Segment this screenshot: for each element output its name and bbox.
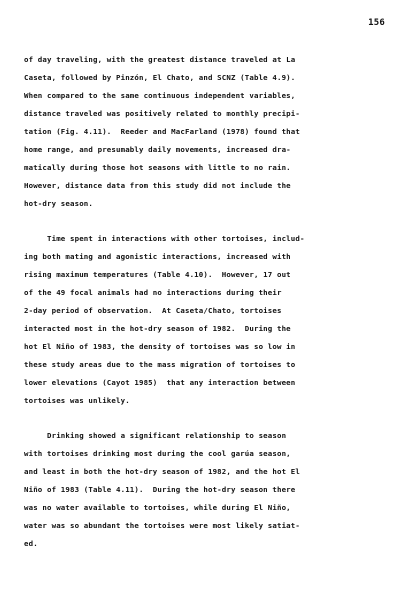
text-line: However, distance data from this study did not include the bbox=[24, 181, 291, 190]
text-line: Niño of 1983 (Table 4.11). During the hot-dry season there bbox=[24, 485, 296, 494]
text-line: hot-dry season. bbox=[24, 199, 93, 208]
text-line: of day traveling, with the greatest distance traveled at La bbox=[24, 55, 296, 64]
text-line: ed. bbox=[24, 539, 38, 548]
text-line: with tortoises drinking most during the cool garúa season, bbox=[24, 449, 291, 458]
text-line: Caseta, followed by Pinzón, El Chato, and SCNZ (Table 4.9). bbox=[24, 73, 296, 82]
text-line: rising maximum temperatures (Table 4.10). However, 17 out bbox=[24, 270, 291, 279]
text-line: water was so abundant the tortoises were most likely satiat- bbox=[24, 521, 300, 530]
text-line: tation (Fig. 4.11). Reeder and MacFarland (1978) found that bbox=[24, 127, 300, 136]
text-line: these study areas due to the mass migration of tortoises to bbox=[24, 360, 296, 369]
text-line: of the 49 focal animals had no interactions during their bbox=[24, 288, 282, 297]
text-line: Time spent in interactions with other tortoises, includ- bbox=[24, 234, 305, 243]
page-number: 156 bbox=[368, 18, 385, 28]
text-line: interacted most in the hot-dry season of 1982. During the bbox=[24, 324, 291, 333]
text-line: and least in both the hot-dry season of 1982, and the hot El bbox=[24, 467, 300, 476]
text-line: Drinking showed a significant relationship to season bbox=[24, 431, 287, 440]
text-line: distance traveled was positively related to monthly precipi- bbox=[24, 109, 300, 118]
text-line: ing both mating and agonistic interactions, increased with bbox=[24, 252, 291, 261]
text-line: When compared to the same continuous independent variables, bbox=[24, 91, 296, 100]
text-line: was no water available to tortoises, while during El Niño, bbox=[24, 503, 291, 512]
text-line: 2-day period of observation. At Caseta/Chato, tortoises bbox=[24, 306, 282, 315]
text-line: matically during those hot seasons with little to no rain. bbox=[24, 163, 291, 172]
text-line: lower elevations (Cayot 1985) that any interaction between bbox=[24, 378, 296, 387]
text-line: tortoises was unlikely. bbox=[24, 396, 130, 405]
text-line: home range, and presumably daily movements, increased dra- bbox=[24, 145, 291, 154]
text-line: hot El Niño of 1983, the density of tortoises was so low in bbox=[24, 342, 296, 351]
